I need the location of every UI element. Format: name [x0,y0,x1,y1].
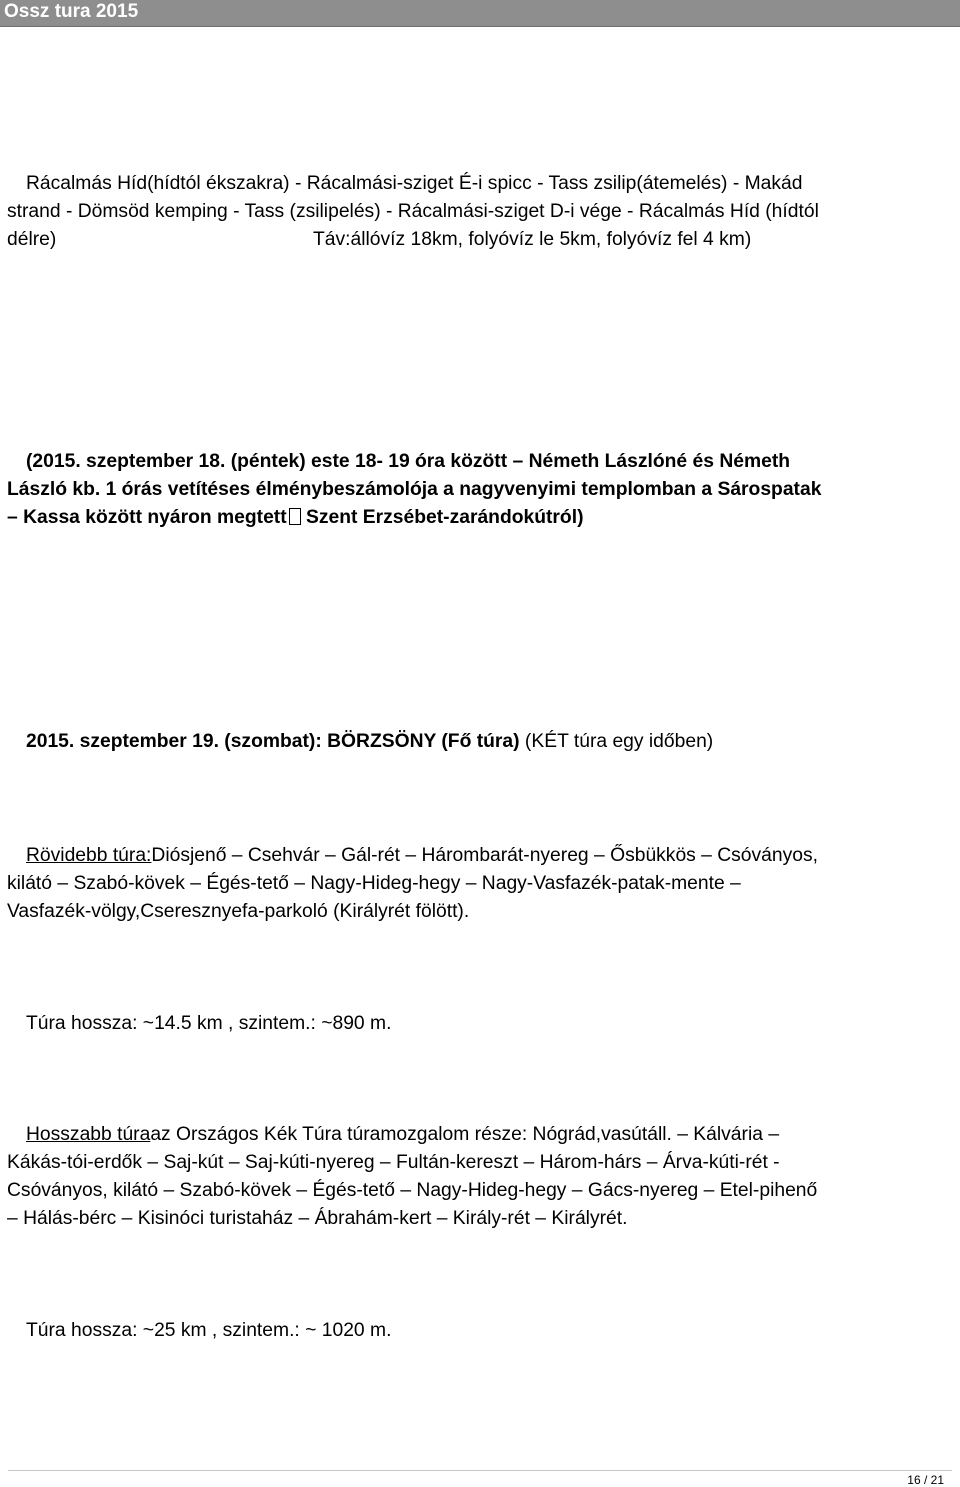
short-tour-line-2: kilátó – Szabó-kövek – Égés-tető – Nagy-Hideg-hegy – Nagy-Vasfazék-patak-mente – [7,873,741,894]
page-header-bar [0,0,960,27]
route-line-3-left: délre) [7,229,57,250]
long-tour-label: Hosszabb túra [26,1124,151,1145]
missing-glyph-box [289,508,301,525]
long-tour-length: Túra hossza: ~25 km , szintem.: ~ 1020 m. [26,1320,392,1341]
event-sep18-line-1: (2015. szeptember 18. (péntek) este 18- 19 óra között – Németh Lászlóné és Németh [26,451,791,472]
event-sep19-heading-bold: 2015. szeptember 19. (szombat): BÖRZSÖNY (Fő túra) [26,731,520,752]
route-line-1: Rácalmás Híd(hídtól ékszakra) - Rácalmási-sziget É-i spicc - Tass zsilip(átemelés) - Makád [26,173,803,194]
event-sep18-line-2: László kb. 1 órás vetítéses élménybeszámolója a nagyvenyimi templomban a Sárospatak [7,479,822,500]
event-sep18-line-3b: Szent Erzsébet-zarándokútról) [300,507,584,528]
event-sep19-heading-rest: (KÉT túra egy időben) [519,731,714,752]
event-sep18-line-3a: – Kassa között nyáron megtett [7,507,287,528]
route-line-2: strand - Dömsöd kemping - Tass (zsilipelés) - Rácalmási-sziget D-i vége - Rácalmás Híd (hídtól [7,201,819,222]
document-title: Ossz tura 2015 [4,1,139,22]
short-tour-length: Túra hossza: ~14.5 km , szintem.: ~890 m. [26,1013,392,1034]
long-tour-line-2: Kákás-tói-erdők – Saj-kút – Saj-kúti-nyereg – Fultán-kereszt – Három-hárs – Árva-kúti-rét - [7,1152,780,1173]
short-tour-label: Rövidebb túra: [26,845,152,866]
event-sep19-heading [26,728,713,756]
long-tour-line-1 [26,1121,779,1149]
short-tour-line-3: Vasfazék-völgy,Cseresznyefa-parkoló (Királyrét fölött). [7,901,470,922]
footer-divider [8,1470,952,1471]
long-tour-line-3: Csóványos, kilátó – Szabó-kövek – Égés-tető – Nagy-Hideg-hegy – Gács-nyereg – Etel-pihenő [7,1180,818,1201]
short-tour-line-1-rest: Diósjenő – Csehvár – Gál-rét – Hárombarát-nyereg – Ősbükkös – Csóványos, [151,845,818,866]
event-sep18-line-3 [7,504,584,532]
long-tour-line-4: – Hálás-bérc – Kisinóci turistaház – Ábrahám-kert – Király-rét – Királyrét. [7,1208,628,1229]
short-tour-line-1 [26,842,818,870]
page-number: 16 / 21 [907,1473,944,1487]
route-line-3-right: Táv:állóvíz 18km, folyóvíz le 5km, folyóvíz fel 4 km) [313,229,752,250]
long-tour-line-1-rest: az Országos Kék Túra túramozgalom része: Nógrád,vasútáll. – Kálvária – [150,1124,780,1145]
